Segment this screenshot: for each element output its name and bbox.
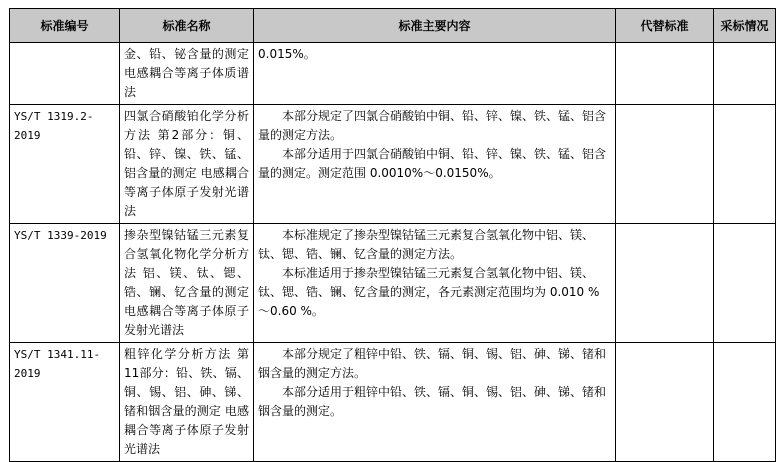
table-row bbox=[10, 224, 776, 343]
table-header-row bbox=[10, 9, 776, 43]
standard-content bbox=[254, 224, 616, 343]
content-paragraph: 本标准适用于掺杂型镍钴锰三元素复合氢氧化物中铝、镁、钛、锶、锆、镧、钇含量的测定，各元素测定范围均为 0.010 %～0.60 %。 bbox=[258, 266, 600, 318]
table-row bbox=[10, 105, 776, 224]
standard-content bbox=[254, 43, 616, 105]
standard-code: YS/T 1319.2-2019 bbox=[10, 105, 120, 224]
header-adoption-status: 采标情况 bbox=[714, 9, 776, 43]
replaced-standard-cell bbox=[616, 224, 714, 343]
standard-code: YS/T 1339-2019 bbox=[10, 224, 120, 343]
content-paragraph: 0.015%。 bbox=[258, 47, 316, 61]
content-paragraph: 本部分适用于四氯合硝酸铂中铜、铅、锌、镍、铁、锰、铝含量的测定。测定范围 0.0010%～0.0150%。 bbox=[258, 147, 607, 180]
header-standard-name: 标准名称 bbox=[120, 9, 254, 43]
standard-code bbox=[10, 43, 120, 105]
content-paragraph: 本标准规定了掺杂型镍钴锰三元素复合氢氧化物中铝、镁、钛、锶、锆、镧、钇含量的测定方法。 bbox=[258, 228, 595, 261]
table-row bbox=[10, 43, 776, 105]
standard-content bbox=[254, 105, 616, 224]
standards-table bbox=[9, 8, 776, 462]
replaced-standard-cell bbox=[616, 43, 714, 105]
standard-name: 掺杂型镍钴锰三元素复合氢氧化物化学分析方法 铝、镁、钛、锶、锆、镧、钇含量的测定 电感耦合等离子体原子发射光谱法 bbox=[120, 224, 254, 343]
standard-name: 粗锌化学分析方法 第11部分：铅、铁、镉、铜、锡、铝、砷、锑、锗和铟含量的测定 电感耦合等离子体原子发射光谱法 bbox=[120, 343, 254, 462]
header-replaced-standard: 代替标准 bbox=[616, 9, 714, 43]
content-paragraph: 本部分规定了粗锌中铅、铁、镉、铜、锡、铝、砷、锑、锗和铟含量的测定方法。 bbox=[258, 347, 607, 380]
adoption-status-cell bbox=[714, 105, 776, 224]
adoption-status-cell bbox=[714, 224, 776, 343]
content-paragraph: 本部分规定了四氯合硝酸铂中铜、铅、锌、镍、铁、锰、铝含量的测定方法。 bbox=[258, 109, 607, 142]
adoption-status-cell bbox=[714, 43, 776, 105]
header-standard-code: 标准编号 bbox=[10, 9, 120, 43]
standard-name: 金、铅、铋含量的测定 电感耦合等离子体质谱法 bbox=[120, 43, 254, 105]
standard-name: 四氯合硝酸铂化学分析方法 第2部分：铜、铅、锌、镍、铁、锰、铝含量的测定 电感耦合等离子体原子发射光谱法 bbox=[120, 105, 254, 224]
standard-code: YS/T 1341.11-2019 bbox=[10, 343, 120, 462]
header-main-content: 标准主要内容 bbox=[254, 9, 616, 43]
content-paragraph: 本部分适用于粗锌中铅、铁、镉、铜、锡、铝、砷、锑、锗和铟含量的测定。 bbox=[258, 385, 607, 418]
replaced-standard-cell bbox=[616, 105, 714, 224]
